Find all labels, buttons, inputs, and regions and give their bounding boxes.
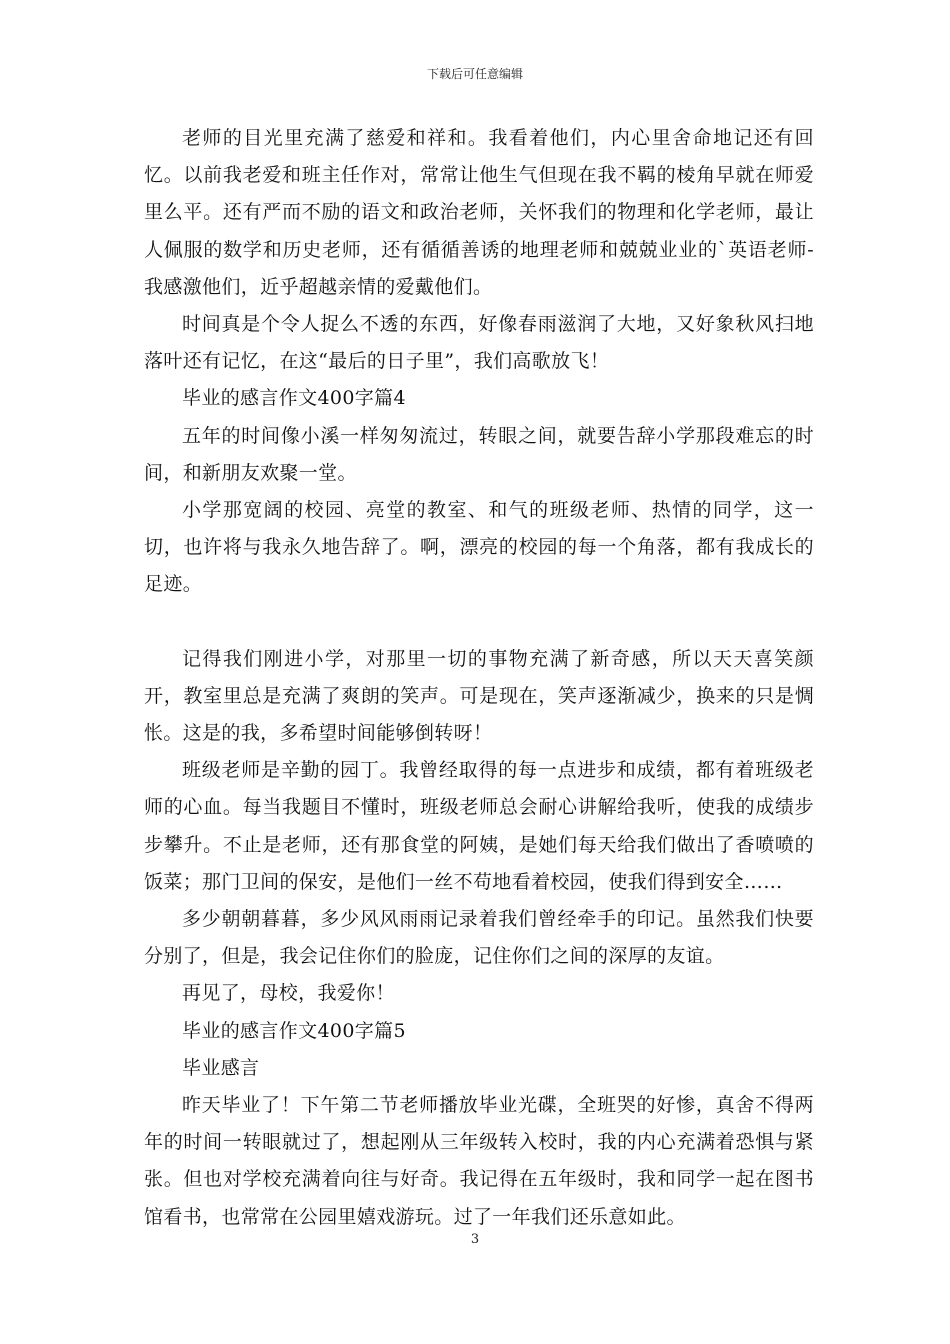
- paragraph-gardener: 班级老师是辛勤的园丁。我曾经取得的每一点进步和成绩，都有着班级老师的心血。每当我题目不懂时，班级老师总会耐心讲解给我听，使我的成绩步步攀升。不止是老师，还有那食堂的阿姨，是她们每天给我们做出了香喷喷的饭菜；那门卫间的保安，是他们一丝不苟地看着校园，使我们得到安全……: [144, 759, 814, 893]
- section-heading-5: 毕业的感言作文400字篇5: [182, 1019, 406, 1042]
- section-heading-4: 毕业的感言作文400字篇4: [182, 387, 406, 410]
- page-number: 3: [470, 1232, 480, 1247]
- paragraph-time: 时间真是个令人捉么不透的东西，好像春雨滋润了大地，又好象秋风扫地落叶还有记忆，在这“最后的日子里”，我们高歌放飞！: [144, 313, 814, 373]
- section-subtitle: 毕业感言: [182, 1056, 260, 1079]
- paragraph-teachers: 老师的目光里充满了慈爱和祥和。我看着他们，内心里舍命地记还有回忆。以前我老爱和班主任作对，常常让他生气但现在我不羁的棱角早就在师爱里么平。还有严而不励的语文和政治老师，关怀我们的物理和化学老师，最让人佩服的数学和历史老师，还有循循善诱的地理老师和兢兢业业的`英语老师-我感激他们，近乎超越亲情的爱戴他们。: [144, 127, 814, 298]
- body-text: [144, 120, 814, 1236]
- blank-line: [144, 604, 814, 641]
- paragraph-days: 多少朝朝暮暮，多少风风雨雨记录着我们曾经牵手的印记。虽然我们快要分别了，但是，我会记住你们的脸庞，记住你们之间的深厚的友谊。: [144, 908, 814, 968]
- paragraph-graduated: 昨天毕业了！下午第二节老师播放毕业光碟，全班哭的好惨，真舍不得两年的时间一转眼就过了，想起刚从三年级转入校时，我的内心充满着恐惧与紧张。但也对学校充满着向往与好奇。我记得在五年级时，我和同学一起在图书馆看书，也常常在公园里嬉戏游玩。过了一年我们还乐意如此。: [144, 1094, 814, 1228]
- page-header: 下载后可任意编辑: [426, 67, 523, 81]
- paragraph-memories: 记得我们刚进小学，对那里一切的事物充满了新奇感，所以天天喜笑颜开，教室里总是充满了爽朗的笑声。可是现在，笑声逐渐减少，换来的只是惆怅。这是的我，多希望时间能够倒转呀！: [144, 647, 814, 745]
- paragraph-campus: 小学那宽阔的校园、亮堂的教室、和气的班级老师、热情的同学，这一切，也许将与我永久地告辞了。啊，漂亮的校园的每一个角落，都有我成长的足迹。: [144, 499, 814, 596]
- paragraph-five-years: 五年的时间像小溪一样匆匆流过，转眼之间，就要告辞小学那段难忘的时间，和新朋友欢聚一堂。: [144, 424, 814, 484]
- paragraph-goodbye: 再见了，母校，我爱你！: [182, 982, 395, 1005]
